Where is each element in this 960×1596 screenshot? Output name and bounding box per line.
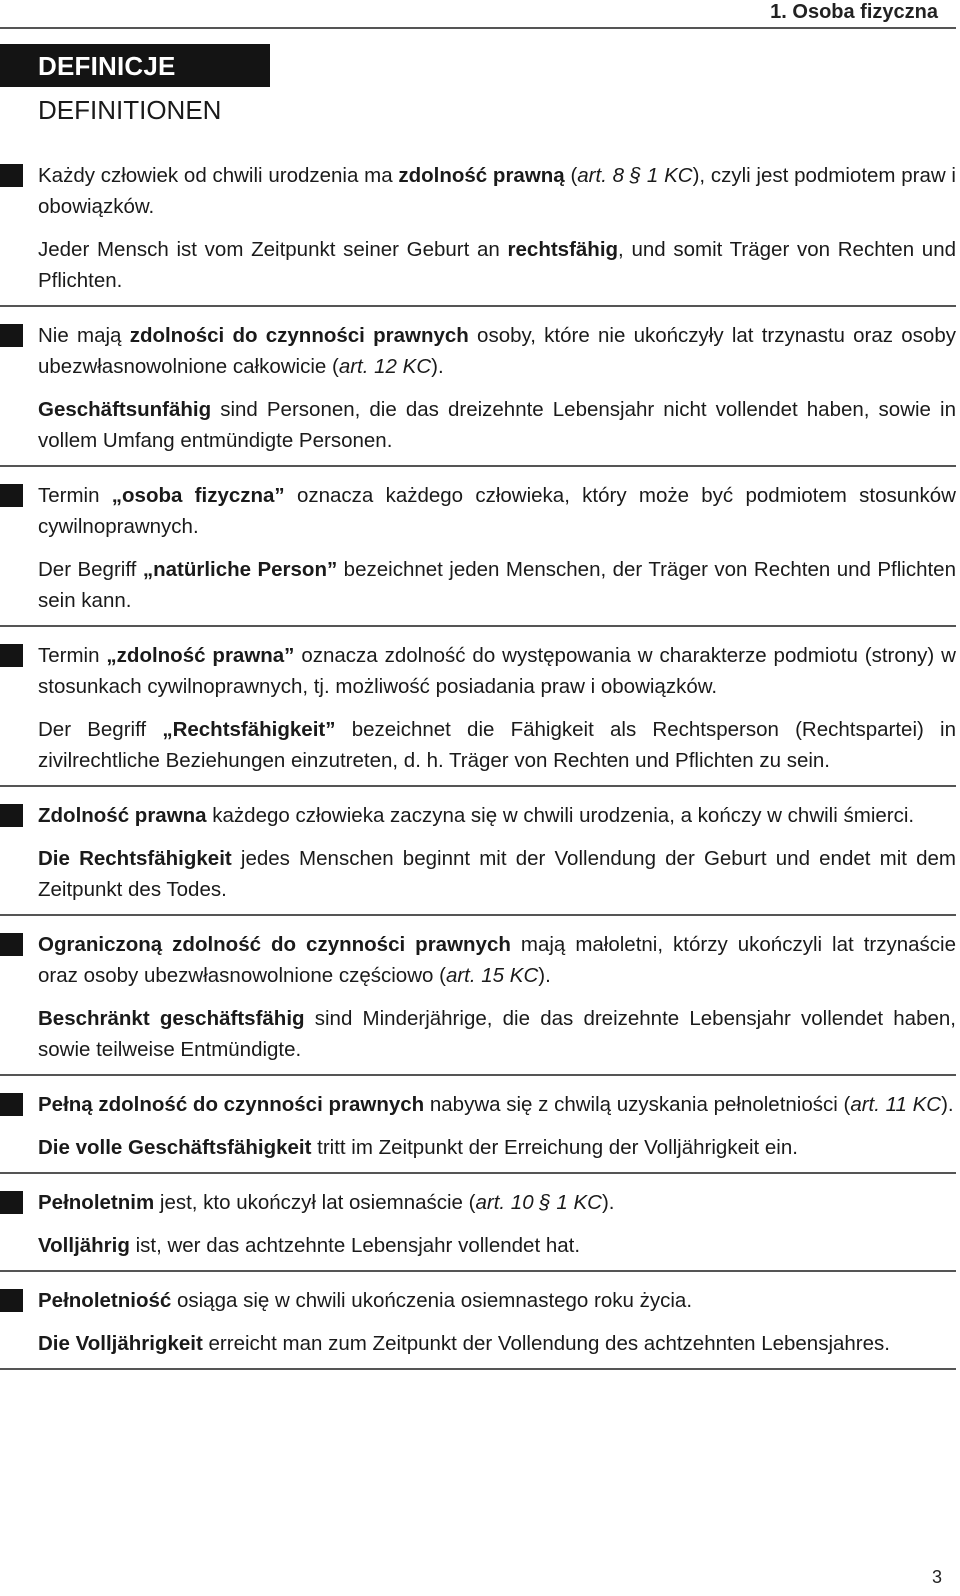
- definitions-list: [0, 160, 956, 1370]
- header-rule: [0, 27, 956, 29]
- text-segment: Der Begriff: [38, 718, 163, 741]
- legal-reference: art. 8 § 1 KC: [577, 164, 693, 187]
- definition-text-german: [38, 714, 956, 776]
- definition-entry: [0, 1187, 956, 1272]
- text-segment: ist, wer das achtzehnte Lebensjahr vollendet hat.: [129, 1234, 581, 1257]
- legal-reference: art. 10 § 1 KC: [475, 1191, 602, 1214]
- text-segment: tritt im Zeitpunkt der Erreichung der Volljährigkeit ein.: [311, 1136, 798, 1159]
- text-segment: oznacza zdolność do występowania w charakterze podmiotu (strony) w stosunkach cywilnoprawnych, tj. możliwość posiadania praw i obowiązków.: [38, 644, 956, 698]
- text-segment: każdego człowieka zaczyna się w chwili urodzenia, a kończy w chwili śmierci.: [206, 804, 915, 827]
- defined-term: Pełnoletnim: [38, 1191, 155, 1214]
- defined-term: rechtsfähig: [507, 238, 619, 261]
- text-segment: (: [564, 164, 578, 187]
- legal-reference: art. 11 KC: [850, 1093, 942, 1116]
- defined-term: „zdolność prawna”: [106, 644, 295, 667]
- text-segment: osoby, które nie ukończyły lat trzynastu oraz osoby ubezwłasnowolnione całkowicie (: [38, 324, 956, 378]
- definition-text-german: [38, 1328, 956, 1359]
- square-bullet-icon: [0, 804, 23, 827]
- definition-text-german: [38, 1003, 956, 1065]
- square-bullet-icon: [0, 1093, 23, 1116]
- text-segment: bezeichnet die Fähigkeit als Rechtsperson (Rechtspartei) in zivilrechtliche Beziehungen einzutreten, d. h. Träger von Rechten und Pflichten zu sein.: [38, 718, 956, 772]
- text-segment: sind Minderjährige, die das dreizehnte Lebensjahr vollendet haben, sowie teilweise Entmündigte.: [38, 1007, 956, 1061]
- definition-entry: [0, 480, 956, 627]
- text-segment: jedes Menschen beginnt mit der Vollendung der Geburt und endet mit dem Zeitpunkt des Todes.: [38, 847, 956, 901]
- square-bullet-icon: [0, 933, 23, 956]
- legal-reference: art. 15 KC: [445, 964, 539, 987]
- defined-term: Beschränkt geschäftsfähig: [38, 1007, 305, 1030]
- definition-text-polish: [38, 800, 956, 831]
- defined-term: zdolności do czynności prawnych: [129, 324, 469, 347]
- definition-entry: [0, 160, 956, 307]
- running-header: 1. Osoba fizyczna: [770, 1, 938, 23]
- definition-entry: [0, 800, 956, 916]
- defined-term: zdolność prawną: [398, 164, 565, 187]
- defined-term: Volljährig: [38, 1234, 130, 1257]
- text-segment: bezeichnet jeden Menschen, der Träger von Rechten und Pflichten sein kann.: [38, 558, 956, 612]
- definition-text-polish: [38, 1285, 956, 1316]
- square-bullet-icon: [0, 164, 23, 187]
- definition-text-polish: [38, 320, 956, 382]
- text-segment: ).: [538, 964, 551, 987]
- square-bullet-icon: [0, 644, 23, 667]
- definition-text-polish: [38, 480, 956, 542]
- text-segment: ).: [601, 1191, 615, 1214]
- definition-text-polish: [38, 1187, 956, 1218]
- definition-entry: [0, 320, 956, 467]
- text-segment: sind Personen, die das dreizehnte Lebensjahr nicht vollendet haben, sowie in vollem Umfang entmündigte Personen.: [38, 398, 956, 452]
- text-segment: ).: [941, 1093, 954, 1116]
- square-bullet-icon: [0, 1289, 23, 1312]
- definition-text-german: [38, 1230, 956, 1261]
- defined-term: Pełnoletniość: [38, 1289, 172, 1312]
- square-bullet-icon: [0, 324, 23, 347]
- defined-term: Die volle Geschäftsfähigkeit: [38, 1136, 312, 1159]
- definition-entry: [0, 1285, 956, 1370]
- definition-text-polish: [38, 640, 956, 702]
- defined-term: Ograniczoną zdolność do czynności prawnych: [38, 933, 511, 956]
- definition-entry: [0, 640, 956, 787]
- text-segment: mają małoletni, którzy ukończyli lat trzynaście oraz osoby ubezwłasnowolnione częściowo (: [38, 933, 956, 987]
- text-segment: Jeder Mensch ist vom Zeitpunkt seiner Geburt an: [38, 238, 508, 261]
- text-segment: Termin: [38, 644, 107, 667]
- definition-text-polish: [38, 929, 956, 991]
- text-segment: ).: [431, 355, 444, 378]
- section-title: DEFINICJE: [0, 44, 270, 87]
- page-number: 3: [931, 1567, 942, 1587]
- legal-reference: art. 12 KC: [338, 355, 432, 378]
- text-segment: Nie mają: [38, 324, 130, 347]
- section-subtitle: DEFINITIONEN: [38, 95, 222, 125]
- text-segment: ), czyli jest podmiotem praw i obowiązków.: [38, 164, 956, 218]
- definition-text-polish: [38, 160, 956, 222]
- text-segment: osiąga się w chwili ukończenia osiemnastego roku życia.: [171, 1289, 693, 1312]
- defined-term: „Rechtsfähigkeit”: [162, 718, 336, 741]
- text-segment: jest, kto ukończył lat osiemnaście (: [154, 1191, 476, 1214]
- definition-entry: [0, 1089, 956, 1174]
- definition-text-german: [38, 843, 956, 905]
- text-segment: Każdy człowiek od chwili urodzenia ma: [38, 164, 399, 187]
- definition-text-german: [38, 234, 956, 296]
- definition-entry: [0, 929, 956, 1076]
- definition-text-german: [38, 394, 956, 456]
- defined-term: „osoba fizyczna”: [111, 484, 285, 507]
- definition-text-german: [38, 1132, 956, 1163]
- text-segment: nabywa się z chwilą uzyskania pełnoletniości (: [424, 1093, 851, 1116]
- square-bullet-icon: [0, 1191, 23, 1214]
- defined-term: Die Volljährigkeit: [38, 1332, 203, 1355]
- defined-term: Geschäftsunfähig: [38, 398, 212, 421]
- text-segment: erreicht man zum Zeitpunkt der Vollendung des achtzehnten Lebensjahres.: [202, 1332, 890, 1355]
- defined-term: Die Rechtsfähigkeit: [38, 847, 232, 870]
- defined-term: Pełną zdolność do czynności prawnych: [38, 1093, 425, 1116]
- defined-term: Zdolność prawna: [38, 804, 207, 827]
- text-segment: Der Begriff: [38, 558, 143, 581]
- text-segment: Termin: [38, 484, 112, 507]
- defined-term: „natürliche Person”: [142, 558, 338, 581]
- square-bullet-icon: [0, 484, 23, 507]
- text-segment: oznacza każdego człowieka, który może być podmiotem stosunków cywilnoprawnych.: [38, 484, 956, 538]
- definition-text-german: [38, 554, 956, 616]
- definition-text-polish: [38, 1089, 956, 1120]
- text-segment: , und somit Träger von Rechten und Pflichten.: [38, 238, 956, 292]
